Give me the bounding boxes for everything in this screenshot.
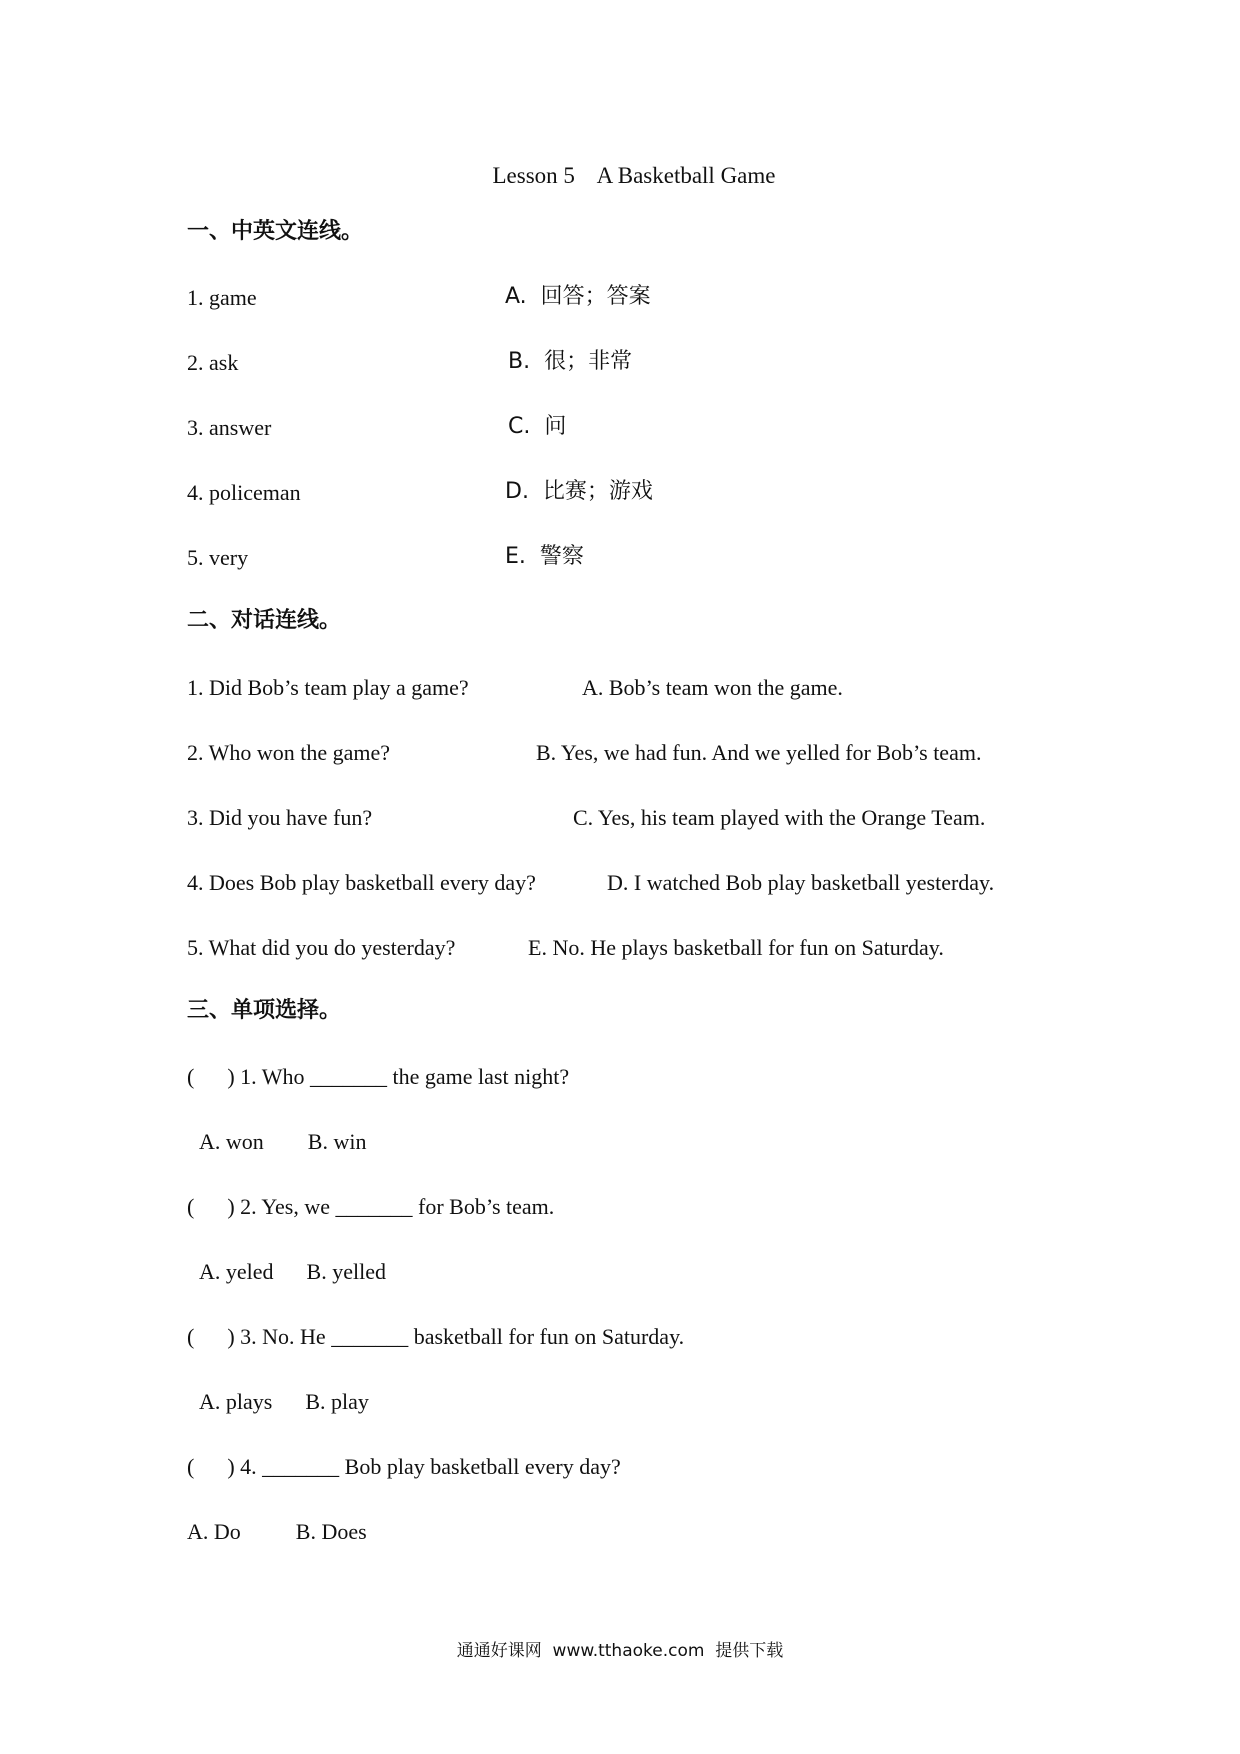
choice-question-3: ( ) 3. No. He _______ basketball for fun on Saturday. bbox=[187, 1324, 685, 1349]
match-meaning-c: C. 问 bbox=[508, 414, 567, 439]
match-word-3: 3. answer bbox=[187, 415, 272, 440]
dialog-answer-b: B. Yes, we had fun. And we yelled for Bob’s team. bbox=[536, 740, 982, 765]
section-1-heading: 一、中英文连线。 bbox=[187, 219, 364, 244]
page-footer: 通通好课网 www.tthaoke.com 提供下载 bbox=[456, 1641, 784, 1661]
dialog-answer-e: E. No. He plays basketball for fun on Saturday. bbox=[528, 935, 944, 960]
choice-question-2: ( ) 2. Yes, we _______ for Bob’s team. bbox=[187, 1194, 555, 1219]
match-meaning-b: B. 很；非常 bbox=[508, 349, 633, 374]
dialog-question-3: 3. Did you have fun? bbox=[187, 805, 373, 830]
choice-question-1: ( ) 1. Who _______ the game last night? bbox=[187, 1064, 570, 1089]
match-word-4: 4. policeman bbox=[187, 480, 301, 505]
dialog-answer-c: C. Yes, his team played with the Orange Team. bbox=[573, 805, 986, 830]
choice-question-4: ( ) 4. _______ Bob play basketball every day? bbox=[187, 1454, 621, 1479]
section-3-heading: 三、单项选择。 bbox=[187, 998, 342, 1023]
match-word-1: 1. game bbox=[187, 285, 257, 310]
page-title: Lesson 5 A Basketball Game bbox=[492, 163, 776, 188]
dialog-question-4: 4. Does Bob play basketball every day? bbox=[187, 870, 536, 895]
dialog-question-1: 1. Did Bob’s team play a game? bbox=[187, 675, 469, 700]
choice-options-1: A. won B. win bbox=[199, 1129, 367, 1154]
choice-options-4: A. Do B. Does bbox=[187, 1519, 367, 1544]
match-meaning-a: A. 回答；答案 bbox=[505, 284, 651, 309]
dialog-question-2: 2. Who won the game? bbox=[187, 740, 391, 765]
match-word-2: 2. ask bbox=[187, 350, 239, 375]
dialog-question-5: 5. What did you do yesterday? bbox=[187, 935, 456, 960]
choice-options-3: A. plays B. play bbox=[199, 1389, 369, 1414]
choice-options-2: A. yeled B. yelled bbox=[199, 1259, 386, 1284]
dialog-answer-a: A. Bob’s team won the game. bbox=[582, 675, 843, 700]
match-meaning-e: E. 警察 bbox=[505, 544, 584, 569]
match-meaning-d: D. 比赛；游戏 bbox=[505, 479, 653, 504]
dialog-answer-d: D. I watched Bob play basketball yesterday. bbox=[607, 870, 995, 895]
match-word-5: 5. very bbox=[187, 545, 249, 570]
section-2-heading: 二、对话连线。 bbox=[187, 608, 342, 633]
